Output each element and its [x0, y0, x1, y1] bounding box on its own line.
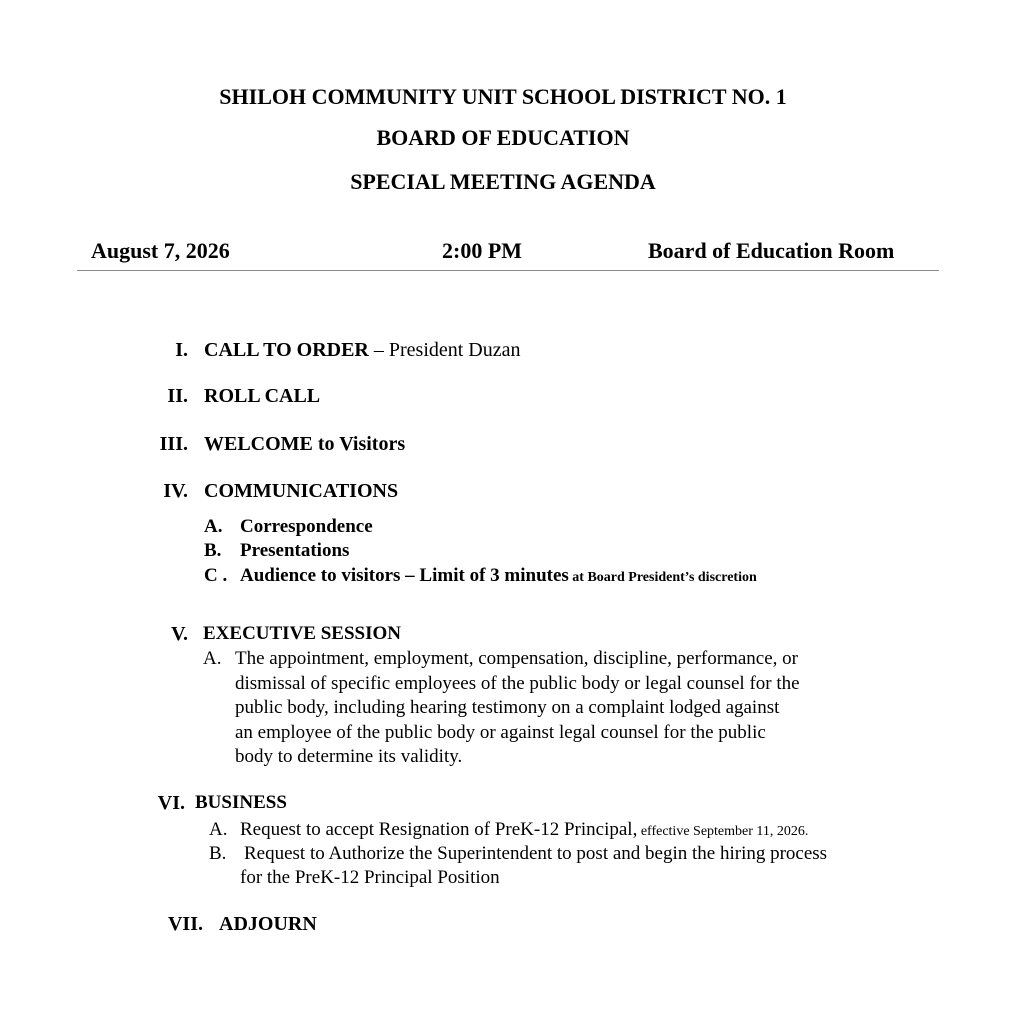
sub-item-letter: B. [209, 843, 227, 864]
sub-item-text: Audience to visitors – Limit of 3 minutes [240, 565, 569, 586]
sub-item-correspondence: Correspondence [240, 516, 373, 537]
board-name: BOARD OF EDUCATION [376, 125, 630, 150]
item-number-4: IV. [163, 480, 188, 502]
text-line: Request to Authorize the Superintendent to post and begin the hiring process [244, 843, 828, 864]
agenda-item-welcome: WELCOME to Visitors [204, 433, 406, 455]
item-number-5: V. [171, 623, 188, 645]
text-line: The appointment, employment, compensation, discipline, performance, or [235, 648, 798, 669]
agenda-item-adjourn: ADJOURN [219, 913, 317, 935]
agenda-item-communications: COMMUNICATIONS [204, 480, 399, 502]
agenda-item-call-to-order [204, 339, 521, 362]
agenda-item-roll-call: ROLL CALL [204, 385, 321, 407]
executive-session-text [235, 647, 800, 770]
sub-item-letter: C . [204, 565, 228, 586]
text-line: body to determine its validity. [235, 746, 463, 767]
meeting-time: 2:00 PM [442, 238, 523, 263]
text-line: dismissal of specific employees of the public body or legal counsel for the [235, 672, 800, 694]
text-line: public body, including hearing testimony on a complaint lodged against [235, 697, 780, 718]
sub-item-audience [240, 565, 757, 587]
meeting-date: August 7, 2026 [91, 238, 230, 263]
sub-item-text: Request to accept Resignation of PreK-12 Principal, [240, 819, 638, 840]
item-number-3: III. [159, 433, 188, 455]
item-title: CALL TO ORDER [204, 339, 369, 361]
business-item-resignation [240, 818, 808, 845]
text-line: an employee of the public body or against legal counsel for the public [235, 721, 766, 743]
sub-item-note: effective September 11, 2026. [637, 824, 809, 839]
sub-item-letter: A. [204, 516, 223, 537]
item-number-2: II. [167, 385, 188, 407]
meeting-location: Board of Education Room [648, 238, 895, 263]
text-line: for the PreK-12 Principal Position [240, 867, 500, 888]
item-detail: – President Duzan [368, 339, 521, 361]
agenda-title: SPECIAL MEETING AGENDA [350, 169, 656, 194]
header-divider [77, 270, 939, 271]
business-item-hiring-cont [240, 866, 500, 891]
business-item-hiring [244, 842, 827, 867]
district-name: SHILOH COMMUNITY UNIT SCHOOL DISTRICT NO. 1 [219, 84, 787, 109]
sub-item-letter: A. [203, 648, 222, 669]
item-number-6: VI. [157, 792, 185, 814]
agenda-item-executive-session: EXECUTIVE SESSION [203, 623, 401, 644]
sub-item-letter: A. [209, 819, 228, 840]
item-number-1: I. [175, 339, 188, 361]
item-number-7: VII. [167, 913, 203, 935]
sub-item-presentations: Presentations [240, 540, 350, 561]
sub-item-note: at Board President’s discretion [568, 570, 757, 585]
sub-item-letter: B. [204, 540, 222, 561]
agenda-item-business: BUSINESS [195, 792, 287, 813]
